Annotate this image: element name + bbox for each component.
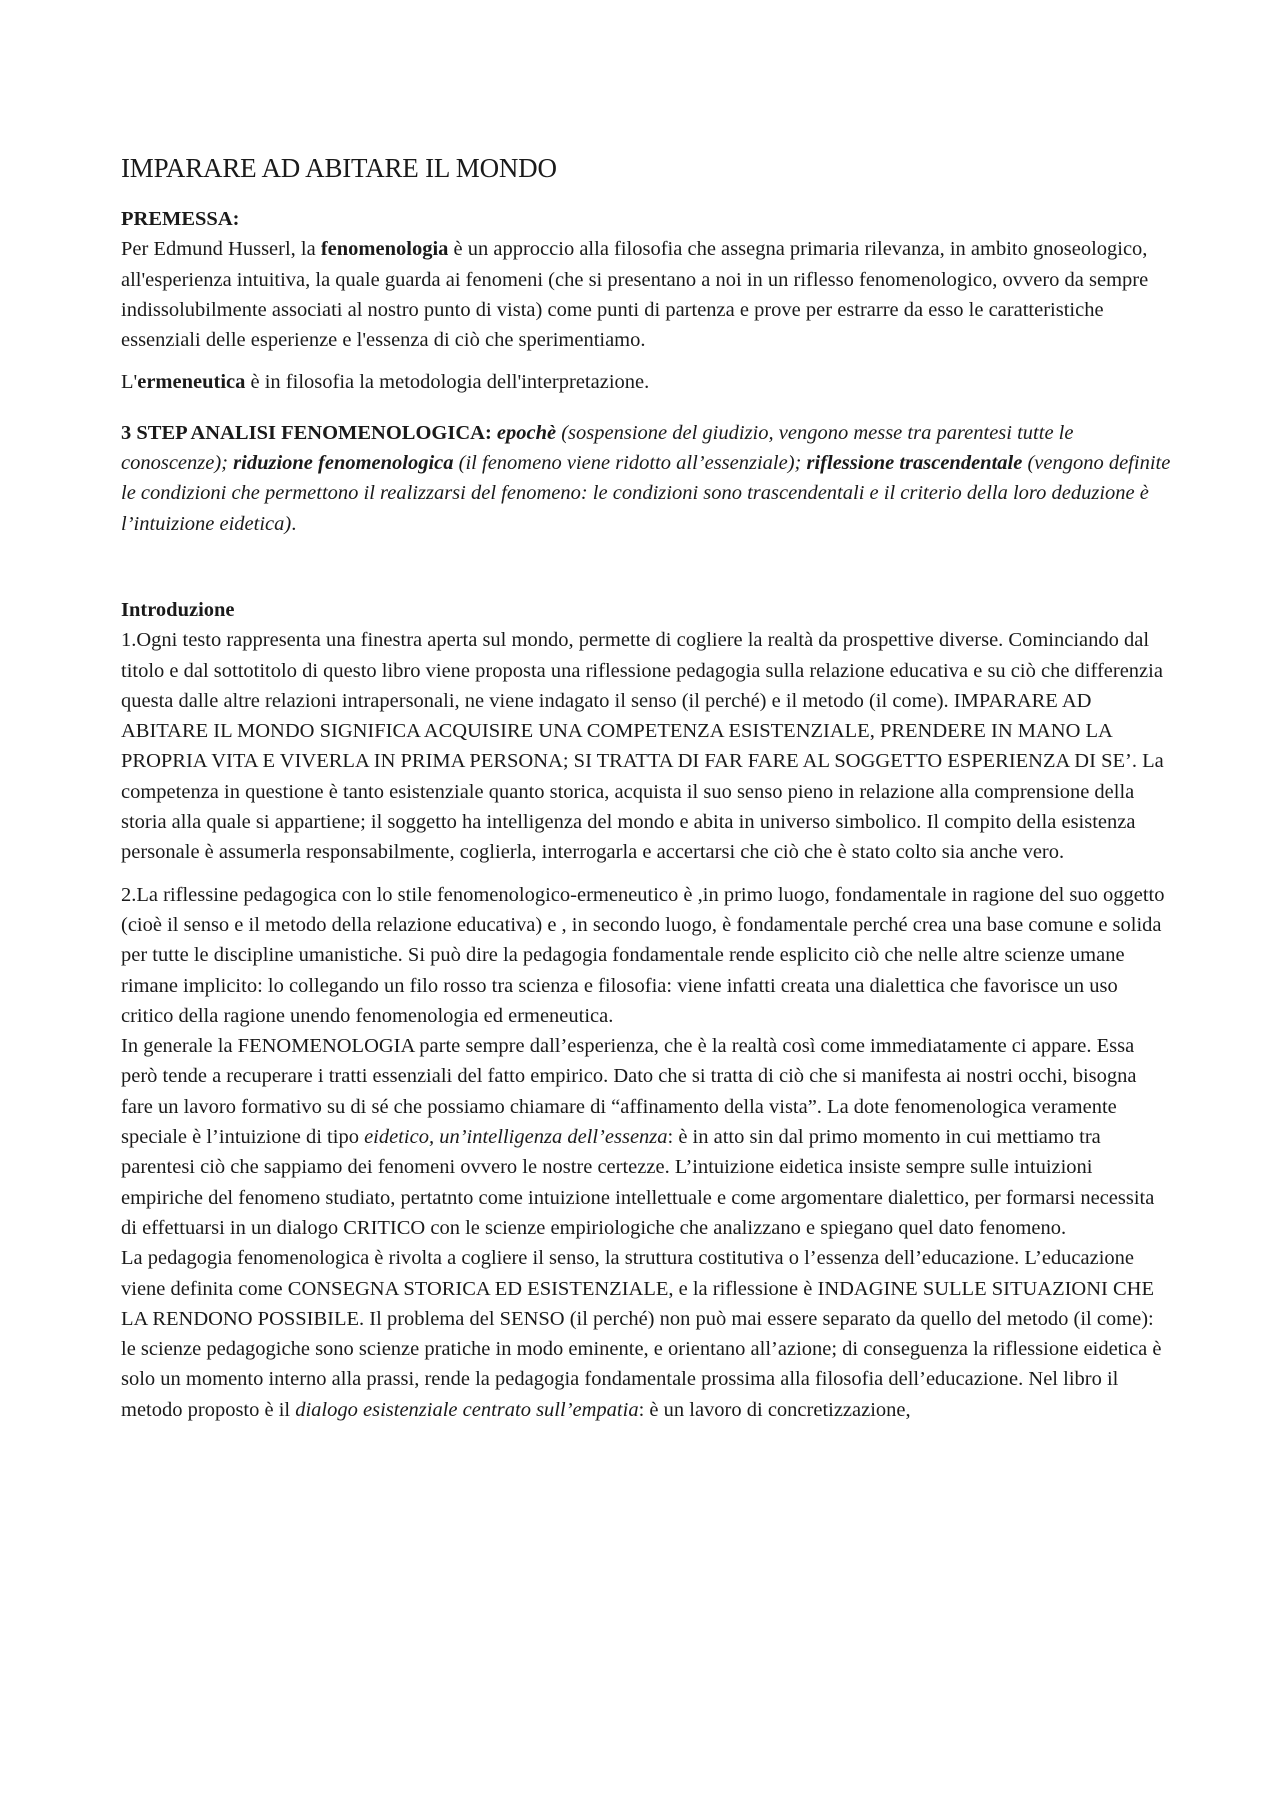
bold-term-ermeneutica: ermeneutica (137, 371, 246, 394)
italic-text-run: (vengono definite le condizioni che permettono il realizzarsi del fenomeno: le condizioni sono trascendentali e il criterio della loro deduzione è l’intuizione eidetica) (121, 452, 1171, 535)
bold-italic-term-epoche: epochè (491, 421, 557, 444)
text-run: è un approccio alla filosofia che assegna primaria rilevanza, in ambito gnoseologico, all'esperienza intuitiva, la quale guarda ai fenomeni (che si presentano a noi in un riflesso fenomenologico, ovvero da sempre indissolubilmente associati al nostro punto di vista) come punti di partenza e prove per estrarre da esso le caratteristiche essenziali delle esperienze e l'essenza di ciò che sperimentiamo. (121, 238, 1149, 352)
italic-text-run: dialogo esistenziale centrato sull’empatia (295, 1398, 639, 1421)
document-body (121, 150, 1171, 1425)
introduzione-heading: Introduzione (121, 598, 235, 621)
text-run: La pedagogia fenomenologica è rivolta a cogliere il senso, la struttura costitutiva o l’essenza dell’educazione. L’educazione viene definita come CONSEGNA STORICA ED ESISTENZIALE, e la riflessione è INDAGINE SULLE SITUAZIONI CHE LA RENDONO POSSIBILE. Il problema del SENSO (il perché) non può mai essere separato da quello del metodo (il come): le scienze pedagogiche sono scienze pratiche in modo eminente, e orientano all’azione; di conseguenza la riflessione eidetica è solo un momento interno alla prassi, rende la pedagogia fondamentale prossima alla filosofia dell’educazione. Nel libro il metodo proposto è il (121, 1247, 1162, 1421)
introduzione-paragraph-2: 2.La riflessine pedagogica con lo stile fenomenologico-ermeneutico è ,in primo luogo, fondamentale in ragione del suo oggetto (cioè il senso e il metodo della relazione educativa) e , in secondo luogo, è fondamentale perché crea una base comune e solida per tutte le discipline umanistiche. Si può dire la pedagogia fondamentale rende esplicito ciò che nelle altre scienze umane rimane implicito: lo collegando un filo rosso tra scienza e filosofia: viene infatti creata una dialettica che favorisce un uso critico della ragione unendo fenomenologia ed ermeneutica. (121, 883, 1165, 1027)
premessa-paragraph-ermeneutica (121, 367, 1171, 397)
document-title: IMPARARE AD ABITARE IL MONDO (121, 153, 557, 183)
premessa-heading: PREMESSA: (121, 208, 240, 230)
bold-italic-term-riflessione: riflessione trascendentale (801, 452, 1023, 475)
italic-text-run: (il fenomeno viene ridotto all’essenziale); (453, 452, 802, 475)
text-run: : è in atto sin dal primo momento in cui mettiamo tra parentesi ciò che sappiamo dei fenomeni ovvero le nostre certezze. L’intuizione eidetica insiste sempre sulle intuizioni empiriche del fenomeno studiato, pertatnto come intuizione intellettuale e come argomentare dialettico, per formarsi necessita di effettuarsi in un dialogo CRITICO con le scienze empiriologiche che analizzano e spiegano quel dato fenomeno. (121, 1126, 1155, 1239)
italic-text-run: (sospensione del giudizio, vengono messe tra parentesi tutte le conoscenze); (121, 421, 1074, 475)
introduzione-paragraph-1: 1.Ogni testo rappresenta una finestra aperta sul mondo, permette di cogliere la realtà da prospettive diverse. Cominciando dal titolo e dal sottotitolo di questo libro viene proposta una riflessione pedagogia sulla relazione educativa e su ciò che differenzia questa dalle altre relazioni intrapersonali, ne viene indagato il senso (il perché) e il metodo (il come). IMPARARE AD ABITARE IL MONDO SIGNIFICA ACQUISIRE UNA COMPETENZA ESISTENZIALE, PRENDERE IN MANO LA PROPRIA VITA E VIVERLA IN PRIMA PERSONA; SI TRATTA DI FAR FARE AL SOGGETTO ESPERIENZA DI SE’. La competenza in questione è tanto esistenziale quanto storica, acquista il suo senso pieno in relazione alla comprensione della storia alla quale si appartiene; il soggetto ha intelligenza del mondo e abita in universo simbolico. Il compito della esistenza personale è assumerla responsabilmente, coglierla, interrogarla e accertarsi che ciò che è stato colto sia anche vero. (121, 629, 1164, 864)
text-run: In generale la FENOMENOLOGIA parte sempre dall’esperienza, che è la realtà così come immediatamente ci appare. Essa però tende a recuperare i tratti essenziali del fatto empirico. Dato che si tratta di ciò che si manifesta ai nostri occhi, bisogna fare un lavoro formativo su di sé che possiamo chiamare di “affinamento della vista”. La dote fenomenologica veramente speciale è l’intuizione di tipo (121, 1035, 1137, 1149)
introduzione-paragraph-4 (121, 1243, 1171, 1425)
bold-italic-term-riduzione: riduzione fenomenologica (228, 452, 454, 475)
introduzione-paragraph-3 (121, 1031, 1171, 1243)
bold-term-steps: 3 STEP ANALISI FENOMENOLOGICA: (121, 421, 492, 444)
bold-term-fenomenologia: fenomenologia (320, 238, 449, 261)
text-run: Per Edmund Husserl, la (121, 238, 321, 261)
premessa-paragraph-fenomenologia (121, 234, 1171, 355)
text-run: . (291, 512, 297, 535)
text-run: è in filosofia la metodologia dell'interpretazione. (245, 371, 650, 394)
italic-text-run: eidetico, un’intelligenza dell’essenza (364, 1126, 668, 1149)
text-run: L' (121, 371, 138, 394)
text-run: : è un lavoro di concretizzazione, (638, 1398, 911, 1421)
premessa-paragraph-steps (121, 418, 1171, 539)
